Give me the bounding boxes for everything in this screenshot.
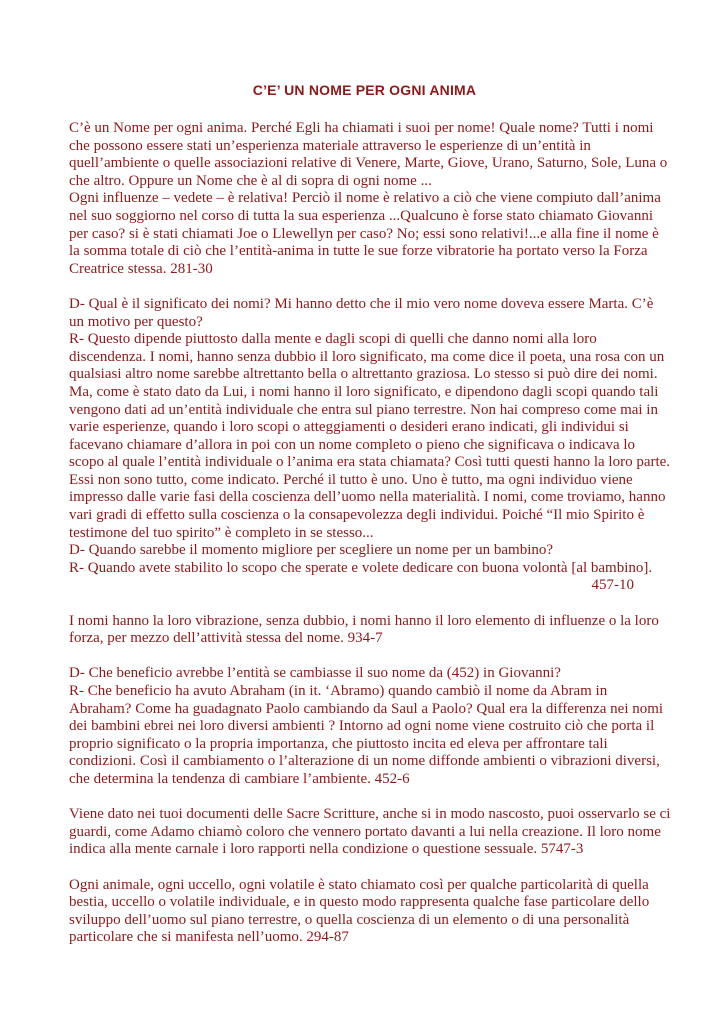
text-line: nel suo soggiorno nel corso di tutta la sua esperienza ...Qualcuno è forse stato chiamato Giovanni — [69, 207, 654, 224]
document-body — [69, 120, 671, 947]
paragraph-gap — [69, 278, 660, 296]
text-line: C’è un Nome per ogni anima. Perché Egli ha chiamati i suoi per nome! Quale nome? Tutti i nomi — [69, 120, 654, 136]
text-line: D- Quando sarebbe il momento migliore per scegliere un nome per un bambino? — [69, 542, 554, 559]
text-line: che altro. Oppure un Nome che è al di sopra di ogni nome ... — [69, 172, 432, 189]
text-line: la somma totale di ciò che l’entità-anima in tutte le sue forze vibratorie ha portato verso la Forza — [69, 243, 648, 260]
text-line: che determina la tendenza di cambiare l’ambiente. 452-6 — [69, 770, 410, 787]
text-line: Essi non sono tutto, come indicato. Perché il tutto è uno. Uno è tutto, ma ogni individuo viene — [69, 471, 633, 488]
text-line: proprio significato o la propria importanza, che piuttosto incita ed eleva per affrontare tali — [69, 735, 608, 752]
text-line: bestia, uccello o volatile individuale, e in questo modo rappresenta qualche fase particolare dello — [69, 894, 650, 911]
text-line: Abraham? Come ha guadagnato Paolo cambiando da Saul a Paolo? Qual era la differenza nei nomi — [69, 700, 664, 717]
text-line: discendenza. I nomi, hanno senza dubbio il loro significato, ma come dice il poeta, una rosa con un — [69, 348, 665, 365]
text-line: sviluppo dell’uomo sul piano terrestre, o quella coscienza di un elemento o di una personalità — [69, 911, 630, 928]
text-line: guardi, come Adamo chiamò coloro che vennero portato davanti a lui nella creazione. Il loro nome — [69, 823, 661, 840]
text-line: R- Che beneficio ha avuto Abraham (in it. ‘Abramo) quando cambiò il nome da Abram in — [69, 683, 608, 699]
text-line: che possono essere stati un’esperienza materiale attraverso le esperienze di un’entità in — [69, 137, 591, 154]
text-line: 457-10 — [591, 577, 634, 594]
paragraph-gap — [69, 648, 660, 666]
paragraph-gap — [69, 595, 660, 613]
text-line: Creatrice stessa. 281-30 — [69, 260, 213, 277]
text-line: dei bambini ebrei nei loro diversi ambienti ? Intorno ad ogni nome viene costruito ciò che porta il — [69, 718, 655, 735]
text-line: Ogni animale, ogni uccello, ogni volatile è stato chiamato così per qualche particolarità di quella — [69, 876, 649, 893]
text-line: testimone del tuo spirito” è completo in se stesso... — [69, 524, 374, 541]
text-line: vari gradi di effetto sulla coscienza o la consapevolezza degli individui. Poiché “Il mio Spirito è — [69, 507, 645, 524]
text-line: varie esperienze, quando i loro scopi o atteggiamenti o desideri erano indicati, gli individui si — [69, 419, 629, 436]
text-line: qualsiasi altro nome sarebbe altrettanto bella o altrettanto graziosa. Lo stesso si può dire dei nomi. — [69, 366, 658, 383]
text-line: scopo al quale l’entità individuale o l’anima era stata chiamata? Così tutti questi hanno la loro parte. — [69, 454, 671, 471]
text-line: Viene dato nei tuoi documenti delle Sacre Scritture, anche si in modo nascosto, puoi osservarlo se ci — [69, 806, 671, 823]
text-line: condizioni. Così il cambiamento o l’alterazione di un nome diffonde ambienti o vibrazioni diversi, — [69, 753, 660, 770]
text-line: forza, per mezzo dell’attività stessa del nome. 934-7 — [69, 630, 383, 647]
text-line: per caso? si è stati chiamati Joe o Llewellyn per caso? No; essi sono relativi!...e alla fine il nome è — [69, 225, 659, 242]
text-line: D- Qual è il significato dei nomi? Mi hanno detto che il mio vero nome doveva essere Marta. C’è — [69, 295, 654, 312]
text-line: Ma, come è stato dato da Lui, i nomi hanno il loro significato, e dipendono dagli scopi quando tali — [69, 383, 659, 400]
text-line: I nomi hanno la loro vibrazione, senza dubbio, i nomi hanno il loro elemento di influenze o la loro — [69, 612, 659, 629]
text-line: particolare che si manifesta nell’uomo. 294-87 — [69, 929, 349, 946]
text-line: indica alla mente carnale i loro rapporti nella condizione o questione sessuale. 5747-3 — [69, 841, 584, 858]
text-line: vengono dati ad un’entità individuale che entra sul piano terrestre. Non hai compreso come mai in — [69, 401, 658, 418]
text-line: Ogni influenze – vedete – è relativa! Perciò il nome è relativo a ciò che viene compiuto dall’anima — [69, 190, 661, 207]
text-line: un motivo per questo? — [69, 313, 203, 330]
text-line: R- Quando avete stabilito lo scopo che sperate e volete dedicare con buona volontà [al bambino]. — [69, 559, 653, 576]
text-line: R- Questo dipende piuttosto dalla mente e dagli scopi di quelli che danno nomi alla loro — [69, 331, 597, 348]
text-line: quell’ambiente o quelle associazioni relative di Venere, Marte, Giove, Urano, Saturno, Sole, Luna o — [69, 155, 668, 172]
paragraph-gap — [69, 859, 660, 877]
document-title: C’E’ UN NOME PER OGNI ANIMA — [252, 82, 477, 98]
text-line: impresso dalle varie fasi della coscienza dell’uomo nella materialità. I nomi, come troviamo, hanno — [69, 489, 666, 506]
text-line: facevano chiamare d’allora in poi con un nome completo o pieno che significava o indicava lo — [69, 436, 636, 453]
paragraph-gap — [69, 789, 660, 807]
text-line: D- Che beneficio avrebbe l’entità se cambiasse il suo nome da (452) in Giovanni? — [69, 665, 561, 682]
